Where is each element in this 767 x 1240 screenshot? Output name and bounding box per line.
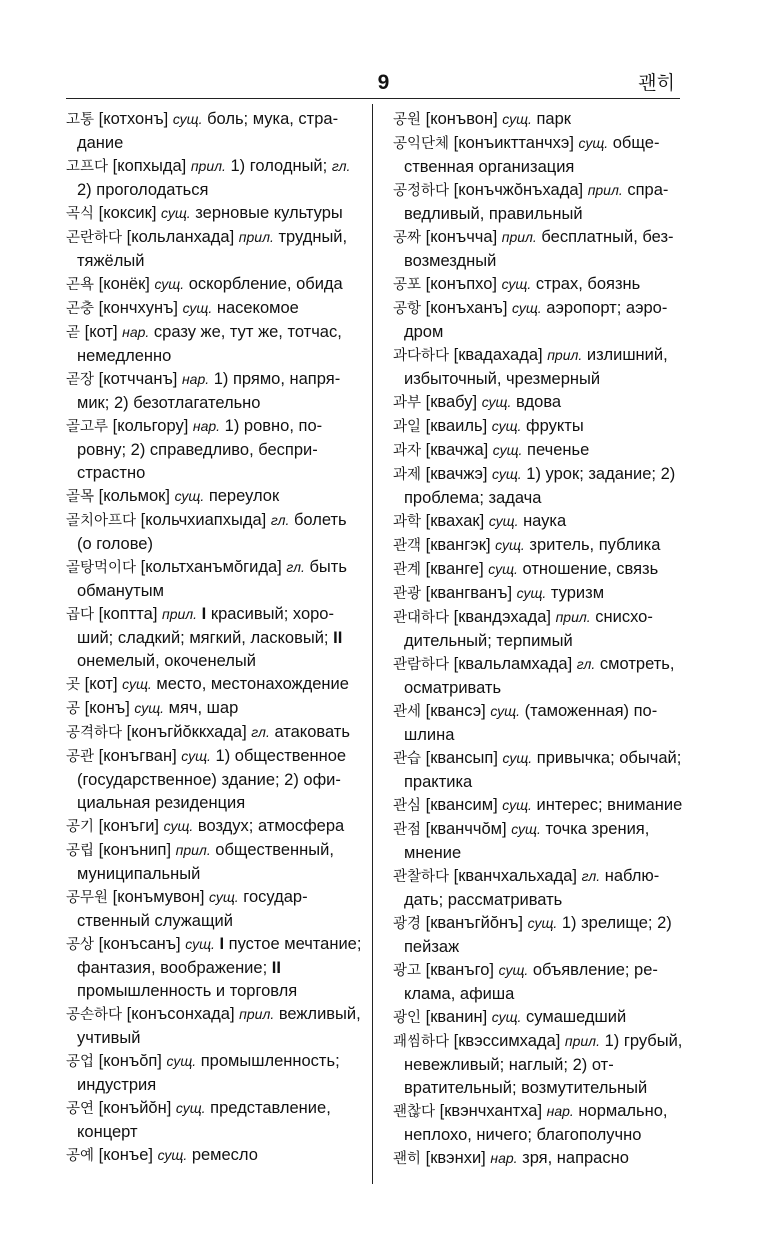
entry-grammar-label: сущ. (492, 442, 523, 458)
entry-headword: 과일 (393, 419, 422, 435)
dictionary-entry (393, 959, 686, 1006)
running-head: 괜히 (638, 72, 675, 94)
right-column (393, 108, 686, 1171)
entry-headword: 광고 (393, 963, 422, 979)
entry-transcription: [квансим] (425, 796, 498, 814)
entry-definition: 1) прямо, напрямик; 2) безотлагательно (77, 370, 341, 412)
entry-definition: государственный служащий (77, 888, 308, 930)
entry-transcription: [конъчча] (425, 228, 498, 246)
entry-headword: 광경 (393, 916, 422, 932)
entry-transcription: [конънип] (98, 841, 172, 859)
entry-definition: насекомое (216, 299, 299, 317)
entry-grammar-label: сущ. (166, 1053, 197, 1069)
entry-transcription: [кольгору] (112, 417, 189, 435)
entry-transcription: [конъчжŏнъхада] (453, 181, 584, 199)
entry-transcription: [конъсонхада] (126, 1005, 235, 1023)
entry-headword: 과제 (393, 467, 422, 483)
entry-definition: (таможенная) пошлина (404, 702, 658, 744)
entry-transcription: [коксик] (98, 204, 157, 222)
entry-grammar-label: сущ. (209, 889, 239, 905)
dictionary-entry (393, 794, 686, 818)
dictionary-entry (66, 1003, 362, 1050)
entry-transcription: [конъвон] (425, 110, 498, 128)
entry-headword: 고통 (66, 112, 95, 128)
dictionary-entry (393, 582, 686, 606)
entry-grammar-label: сущ. (511, 821, 541, 837)
entry-grammar-label: нар. (181, 371, 210, 387)
entry-transcription: [коптта] (98, 605, 158, 623)
entry-headword: 곳 (66, 677, 81, 693)
entry-headword: 괜찮다 (393, 1104, 436, 1120)
entry-definition: мяч, шар (168, 699, 239, 717)
entry-grammar-label: сущ. (122, 676, 152, 692)
entry-headword: 공포 (393, 277, 422, 293)
left-column (66, 108, 362, 1168)
entry-headword: 관계 (393, 562, 422, 578)
dictionary-entry (66, 886, 362, 933)
entry-transcription: [квэнчхантха] (439, 1102, 543, 1120)
entry-grammar-label: нар. (192, 418, 221, 434)
entry-transcription: [конъсанъ] (98, 935, 181, 953)
entry-sense-number: I (201, 605, 207, 623)
dictionary-entry (66, 297, 362, 321)
entry-transcription: [квадахада] (453, 346, 543, 364)
entry-headword: 공항 (393, 301, 422, 317)
entry-headword: 공립 (66, 843, 95, 859)
dictionary-entry (393, 1100, 686, 1147)
entry-headword: 공정하다 (393, 183, 450, 199)
entry-grammar-label: гл. (251, 724, 270, 740)
entry-headword: 곤욕 (66, 277, 95, 293)
dictionary-entry (66, 108, 362, 155)
entry-headword: 곤충 (66, 301, 95, 317)
dictionary-entry (393, 344, 686, 391)
entry-transcription: [квангванъ] (425, 584, 513, 602)
entry-grammar-label: прил. (162, 606, 198, 622)
entry-definition: объявление; реклама, афиша (404, 961, 658, 1003)
dictionary-entry (66, 603, 362, 673)
dictionary-entry (393, 297, 686, 344)
dictionary-entry (66, 745, 362, 815)
entry-definition: сумашедший (526, 1008, 627, 1026)
entry-grammar-label: нар. (122, 324, 150, 340)
entry-transcription: [квэссимхада] (453, 1032, 561, 1050)
entry-headword: 관점 (393, 822, 422, 838)
entry-definition: место, местонахождение (156, 675, 349, 693)
dictionary-entry (393, 463, 686, 510)
entry-headword: 공예 (66, 1148, 95, 1164)
dictionary-entry (393, 510, 686, 534)
dictionary-entry (66, 485, 362, 509)
entry-definition: оскорбление, обида (188, 275, 343, 293)
entry-transcription: [кванъго] (425, 961, 495, 979)
entry-grammar-label: нар. (490, 1150, 518, 1166)
entry-definition: 1) урок; задание; 2) проблема; задача (404, 465, 676, 507)
dictionary-entry (393, 912, 686, 959)
entry-definition: трудный, тяжёлый (77, 228, 348, 270)
entry-definition: точка зрения, мнение (404, 820, 650, 862)
entry-definition: зерновые культуры (195, 204, 343, 222)
entry-transcription: [кванин] (425, 1008, 488, 1026)
entry-headword: 괜히 (393, 1151, 422, 1167)
entry-transcription: [котхонъ] (98, 110, 169, 128)
entry-definition: зря, напрасно (522, 1149, 629, 1167)
entry-definition: вдова (515, 393, 562, 411)
entry-transcription: [конъикттанчхэ] (453, 134, 574, 152)
entry-grammar-label: прил. (587, 182, 623, 198)
entry-transcription: [конъмувон] (112, 888, 205, 906)
entry-grammar-label: сущ. (181, 748, 211, 764)
entry-grammar-label: сущ. (512, 300, 542, 316)
entry-transcription: [квэнхи] (425, 1149, 486, 1167)
dictionary-entry (393, 534, 686, 558)
entry-grammar-label: сущ. (134, 700, 165, 716)
entry-transcription: [кванччŏм] (425, 820, 507, 838)
entry-transcription: [копхыда] (112, 157, 187, 175)
entry-headword: 골치아프다 (66, 513, 137, 529)
entry-transcription: [квандэхада] (453, 608, 551, 626)
entry-headword: 공기 (66, 819, 95, 835)
entry-definition: нормально, неплохо, ничего; благополучно (404, 1102, 668, 1144)
entry-transcription: [квансып] (425, 749, 498, 767)
dictionary-entry (66, 721, 362, 745)
entry-definition: отношение, связь (522, 560, 659, 578)
entry-definition: наука (523, 512, 567, 530)
entry-grammar-label: гл. (331, 158, 351, 174)
dictionary-entry (66, 556, 362, 603)
entry-transcription: [конъе] (98, 1146, 153, 1164)
entry-grammar-label: гл. (286, 559, 305, 575)
dictionary-entry (393, 606, 686, 653)
entry-headword: 과부 (393, 395, 422, 411)
entry-headword: 공무원 (66, 890, 109, 906)
dictionary-entry (66, 226, 362, 273)
entry-definition: 2) проголодаться (77, 181, 209, 199)
entry-definition: вежливый, учтивый (77, 1005, 361, 1047)
entry-transcription: [кот] (84, 675, 118, 693)
entry-grammar-label: сущ. (161, 205, 191, 221)
dictionary-entry (66, 415, 362, 485)
entry-grammar-label: прил. (190, 158, 226, 174)
entry-headword: 관세 (393, 704, 422, 720)
entry-grammar-label: прил. (175, 842, 211, 858)
entry-definition: наблюдать; рассматривать (404, 867, 660, 909)
dictionary-entry (66, 1050, 362, 1097)
entry-transcription: [конъханъ] (425, 299, 508, 317)
entry-definition: справедливый, правильный (404, 181, 669, 223)
entry-headword: 공익단체 (393, 136, 450, 152)
entry-definition: общественный, муниципальный (77, 841, 334, 883)
entry-definition: аэропорт; аэродром (404, 299, 668, 341)
entry-headword: 공업 (66, 1054, 95, 1070)
entry-headword: 관습 (393, 751, 422, 767)
entry-grammar-label: нар. (546, 1103, 574, 1119)
entry-transcription: [конъŏп] (98, 1052, 162, 1070)
entry-grammar-label: прил. (239, 1006, 275, 1022)
entry-grammar-label: гл. (270, 512, 290, 528)
dictionary-entry (393, 558, 686, 582)
dictionary-entry (66, 697, 362, 721)
entry-transcription: [кольмок] (98, 487, 170, 505)
entry-headword: 공짜 (393, 230, 422, 246)
dictionary-entry (66, 368, 362, 415)
entry-definition: боль; мука, страдание (77, 110, 339, 152)
entry-transcription: [конъпхо] (425, 275, 497, 293)
entry-headword: 공관 (66, 749, 95, 765)
entry-definition: красивый; хороший; сладкий; мягкий, ласковый; (77, 605, 334, 647)
entry-grammar-label: сущ. (182, 300, 213, 316)
entry-definition: сразу же, тут же, тотчас, немедленно (77, 323, 342, 365)
entry-definition: промышленность; индустрия (77, 1052, 340, 1094)
entry-grammar-label: прил. (501, 229, 537, 245)
entry-definition: 1) общественное (государственное) здание; 2) официальная резиденция (77, 747, 347, 812)
dictionary-entry (66, 839, 362, 886)
entry-grammar-label: сущ. (516, 585, 547, 601)
entry-headword: 괘씸하다 (393, 1034, 450, 1050)
entry-transcription: [кольланхада] (126, 228, 235, 246)
entry-transcription: [кванчхальхада] (453, 867, 577, 885)
entry-transcription: [котччанъ] (98, 370, 178, 388)
entry-grammar-label: сущ. (578, 135, 609, 151)
entry-headword: 곧 (66, 325, 81, 341)
dictionary-entry (393, 391, 686, 415)
entry-definition: туризм (550, 584, 605, 602)
dictionary-entry (393, 865, 686, 912)
entry-transcription: [конёк] (98, 275, 150, 293)
dictionary-entry (393, 700, 686, 747)
dictionary-entry (393, 653, 686, 700)
dictionary-entry (393, 179, 686, 226)
dictionary-entry (393, 818, 686, 865)
entry-grammar-label: сущ. (157, 1147, 188, 1163)
entry-definition: онемелый, окоченелый (77, 652, 256, 670)
entry-transcription: [конъгван] (98, 747, 177, 765)
entry-headword: 골목 (66, 489, 95, 505)
entry-headword: 관대하다 (393, 610, 450, 626)
dictionary-entry (66, 509, 362, 556)
page-number: 9 (377, 71, 390, 94)
entry-definition: переулок (208, 487, 280, 505)
entry-definition: страх, боязнь (535, 275, 641, 293)
entry-definition: печенье (527, 441, 590, 459)
entry-grammar-label: сущ. (185, 936, 215, 952)
entry-headword: 광인 (393, 1010, 422, 1026)
entry-sense-number: II (333, 629, 343, 647)
entry-grammar-label: сущ. (501, 276, 532, 292)
entry-sense-number: II (271, 959, 281, 977)
entry-grammar-label: сущ. (174, 488, 205, 504)
entry-grammar-label: сущ. (498, 962, 529, 978)
entry-headword: 곤란하다 (66, 230, 123, 246)
header-rule (66, 98, 680, 99)
entry-grammar-label: сущ. (492, 466, 522, 482)
entry-headword: 과다하다 (393, 348, 450, 364)
entry-transcription: [кванге] (425, 560, 484, 578)
entry-grammar-label: прил. (238, 229, 274, 245)
entry-headword: 고프다 (66, 159, 109, 175)
entry-grammar-label: сущ. (491, 418, 522, 434)
entry-headword: 골탕먹이다 (66, 560, 137, 576)
entry-headword: 관광 (393, 586, 422, 602)
entry-grammar-label: сущ. (488, 513, 519, 529)
entry-definition: болеть (о голове) (77, 511, 347, 553)
entry-definition: фрукты (526, 417, 584, 435)
entry-transcription: [кончхунъ] (98, 299, 178, 317)
entry-transcription: [кванъгйŏнъ] (425, 914, 524, 932)
entry-headword: 공연 (66, 1101, 95, 1117)
entry-transcription: [конъги] (98, 817, 160, 835)
dictionary-entry (66, 202, 362, 226)
entry-grammar-label: сущ. (527, 915, 558, 931)
dictionary-entry (393, 1006, 686, 1030)
entry-headword: 곱다 (66, 607, 95, 623)
entry-definition: воздух; атмосфера (197, 817, 345, 835)
entry-headword: 곧장 (66, 372, 95, 388)
dictionary-entry (393, 439, 686, 463)
entry-headword: 관심 (393, 798, 422, 814)
dictionary-entry (393, 1147, 686, 1171)
entry-transcription: [квахак] (425, 512, 485, 530)
entry-headword: 관찰하다 (393, 869, 450, 885)
column-divider (372, 104, 373, 1184)
dictionary-entry (393, 273, 686, 297)
entry-definition: 1) зрелище; 2) пейзаж (404, 914, 672, 956)
entry-definition: 1) голодный; (230, 157, 328, 175)
entry-definition: излишний, избыточный, чрезмерный (404, 346, 668, 388)
entry-headword: 공원 (393, 112, 422, 128)
entry-grammar-label: сущ. (502, 750, 533, 766)
entry-headword: 과자 (393, 443, 422, 459)
entry-grammar-label: гл. (576, 656, 596, 672)
entry-headword: 관객 (393, 538, 422, 554)
entry-definition: атаковать (274, 723, 350, 741)
entry-definition: пустое мечтание; фантазия, воображение; (77, 935, 362, 977)
entry-grammar-label: сущ. (481, 394, 512, 410)
dictionary-entry (393, 226, 686, 273)
dictionary-entry (393, 108, 686, 132)
entry-transcription: [конъйŏн] (98, 1099, 172, 1117)
dictionary-entry (393, 132, 686, 179)
entry-headword: 관람하다 (393, 657, 450, 673)
entry-grammar-label: гл. (581, 868, 601, 884)
entry-transcription: [квангэк] (425, 536, 491, 554)
entry-definition: представление, концерт (77, 1099, 331, 1141)
entry-transcription: [кольтханъмŏгида] (140, 558, 282, 576)
entry-headword: 골고루 (66, 419, 109, 435)
entry-definition: 1) грубый, невежливый; наглый; 2) отвратительный; возмутительный (404, 1032, 683, 1097)
entry-definition: бесплатный, безвозмездный (404, 228, 674, 270)
entry-grammar-label: сущ. (502, 797, 532, 813)
dictionary-entry (66, 1144, 362, 1168)
entry-definition: быть обманутым (77, 558, 347, 600)
entry-transcription: [квансэ] (425, 702, 486, 720)
dictionary-entry (66, 815, 362, 839)
entry-headword: 공상 (66, 937, 95, 953)
entry-transcription: [квабу] (425, 393, 478, 411)
dictionary-entry (66, 1097, 362, 1144)
entry-headword: 과학 (393, 514, 422, 530)
entry-grammar-label: сущ. (495, 537, 525, 553)
entry-grammar-label: сущ. (488, 561, 518, 577)
entry-grammar-label: сущ. (172, 111, 203, 127)
entry-transcription: [квальламхада] (453, 655, 573, 673)
entry-grammar-label: сущ. (502, 111, 532, 127)
entry-grammar-label: сущ. (490, 703, 520, 719)
entry-definition: смотреть, осматривать (404, 655, 675, 697)
dictionary-entry (393, 415, 686, 439)
entry-definition: общественная организация (404, 134, 660, 176)
entry-transcription: [кольчхиапхыда] (140, 511, 267, 529)
entry-grammar-label: сущ. (175, 1100, 206, 1116)
dictionary-entry (393, 747, 686, 794)
entry-sense-number: I (219, 935, 225, 953)
dictionary-entry (66, 321, 362, 368)
entry-definition: промышленность и торговля (77, 982, 298, 1000)
entry-transcription: [квачжа] (425, 441, 489, 459)
entry-headword: 공 (66, 701, 81, 717)
entry-grammar-label: прил. (555, 609, 591, 625)
dictionary-entry (393, 1030, 686, 1100)
entry-grammar-label: прил. (564, 1033, 600, 1049)
entry-headword: 곡식 (66, 206, 95, 222)
entry-transcription: [конъ] (84, 699, 130, 717)
dictionary-entry (66, 933, 362, 1003)
entry-definition: зритель, публика (529, 536, 661, 554)
dictionary-entry (66, 673, 362, 697)
entry-grammar-label: сущ. (154, 276, 185, 292)
entry-grammar-label: сущ. (491, 1009, 522, 1025)
entry-transcription: [кот] (84, 323, 118, 341)
entry-headword: 공격하다 (66, 725, 123, 741)
entry-headword: 공손하다 (66, 1007, 123, 1023)
entry-transcription: [конъгйŏккхада] (126, 723, 247, 741)
entry-transcription: [кваиль] (425, 417, 488, 435)
entry-definition: привычка; обычай; практика (404, 749, 682, 791)
entry-definition: интерес; внимание (536, 796, 683, 814)
entry-definition: снисходительный; терпимый (404, 608, 653, 650)
dictionary-entry (66, 273, 362, 297)
dictionary-entry (66, 155, 362, 202)
entry-grammar-label: сущ. (163, 818, 194, 834)
entry-definition: ремесло (191, 1146, 258, 1164)
entry-transcription: [квачжэ] (425, 465, 488, 483)
entry-definition: парк (536, 110, 572, 128)
entry-grammar-label: прил. (547, 347, 583, 363)
entry-definition: 1) ровно, поровну; 2) справедливо, беспристрастно (77, 417, 323, 482)
